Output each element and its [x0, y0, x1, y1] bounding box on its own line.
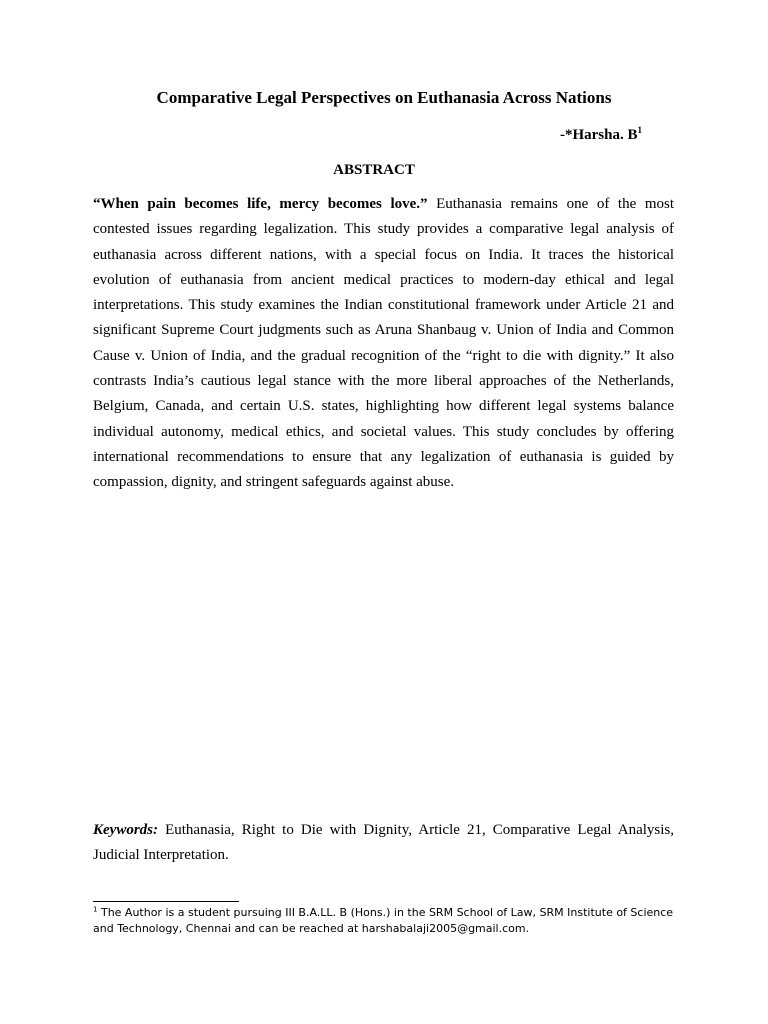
author-line	[560, 126, 642, 144]
abstract-quote: “When pain becomes life, mercy becomes love.”	[93, 196, 428, 212]
footnote-marker: 1	[93, 905, 98, 914]
paper-title: Comparative Legal Perspectives on Euthanasia Across Nations	[156, 88, 612, 107]
abstract-paragraph	[93, 192, 674, 496]
footnote-separator	[93, 901, 239, 902]
keywords-paragraph	[93, 818, 674, 869]
keywords-text: Euthanasia, Right to Die with Dignity, Article 21, Comparative Legal Analysis, Judicial Interpretation.	[93, 822, 675, 864]
keywords-label: Keywords:	[93, 822, 158, 838]
footnote	[93, 905, 683, 937]
abstract-heading: ABSTRACT	[333, 162, 415, 178]
abstract-text: Euthanasia remains one of the most contested issues regarding legalization. This study provides a comparative legal analysis of euthanasia across different nations, with a special focus on India. It traces the historical evolution of euthanasia from ancient medical practices to modern-day ethical and legal interpretations. This study examines the Indian constitutional framework under Article 21 and significant Supreme Court judgments such as Aruna Shanbaug v. Union of India and Common Cause v. Union of India, and the gradual recognition of the “right to die with dignity.” It also contrasts India’s cautious legal stance with the more liberal approaches of the Netherlands, Belgium, Canada, and certain U.S. states, highlighting how different legal systems balance individual autonomy, medical ethics, and societal values. This study concludes by offering international recommendations to ensure that any legalization of euthanasia is guided by compassion, dignity, and stringent safeguards against abuse.	[93, 196, 674, 491]
author-footnote-marker[interactable]: 1	[637, 125, 642, 135]
author-name: -*Harsha. B	[559, 127, 638, 143]
footnote-text: The Author is a student pursuing III B.A.LL. B (Hons.) in the SRM School of Law, SRM Institute of Science and Technology, Chennai and can be reached at harshabalaji2005@gmail.com.	[93, 906, 674, 935]
